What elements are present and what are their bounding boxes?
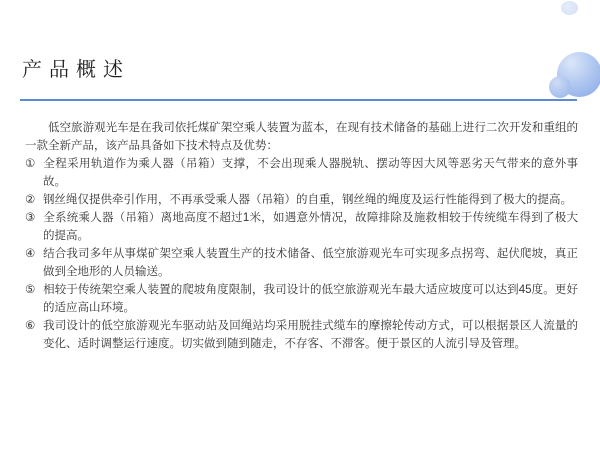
item-number: ① xyxy=(25,158,36,170)
item-number: ⑥ xyxy=(25,320,36,332)
title-underline xyxy=(20,99,577,101)
item-text: 钢丝绳仅提供牵引作用，不再承受乘人器（吊箱）的自重，钢丝绳的绳度及运行性能得到了极大的提高。 xyxy=(43,194,572,206)
decor-circle-small-icon xyxy=(549,76,571,98)
item-text: 结合我司多年从事煤矿架空乘人装置生产的技术储备、低空旅游观光车可实现多点拐弯、起伏爬坡，真正做到全地形的人员输送。 xyxy=(43,248,578,278)
item-text: 全程采用轨道作为乘人器（吊箱）支撑，不会出现乘人器脱轨、摆动等因大风等恶劣天气带来的意外事故。 xyxy=(43,158,578,188)
item-number: ④ xyxy=(25,248,36,260)
item-number: ⑤ xyxy=(25,284,36,296)
feature-item xyxy=(25,155,578,191)
feature-item xyxy=(25,245,578,281)
decor-circle-faint-icon xyxy=(561,1,578,15)
item-number: ③ xyxy=(25,212,36,224)
feature-item xyxy=(25,209,578,245)
feature-item xyxy=(25,191,578,209)
item-text: 我司设计的低空旅游观光车驱动站及回绳站均采用脱挂式缆车的摩擦轮传动方式，可以根据景区人流量的变化、适时调整运行速度。切实做到随到随走，不存客、不滞客。便于景区的人流引导及管理。 xyxy=(43,320,578,350)
feature-item xyxy=(25,317,578,353)
item-text: 相较于传统架空乘人装置的爬坡角度限制，我司设计的低空旅游观光车最大适应坡度可以达到45度。更好的适应高山环境。 xyxy=(43,284,578,314)
intro-paragraph: 低空旅游观光车是在我司依托煤矿架空乘人装置为蓝本，在现有技术储备的基础上进行二次开发和重组的一款全新产品，该产品具备如下技术特点及优势： xyxy=(25,122,578,152)
page-title: 产品概述 xyxy=(22,59,130,81)
item-number: ② xyxy=(25,194,36,206)
body-text xyxy=(25,119,578,353)
feature-item xyxy=(25,281,578,317)
item-text: 全系统乘人器（吊箱）离地高度不超过1米，如遇意外情况，故障排除及施救相较于传统缆车得到了极大的提高。 xyxy=(43,212,578,242)
